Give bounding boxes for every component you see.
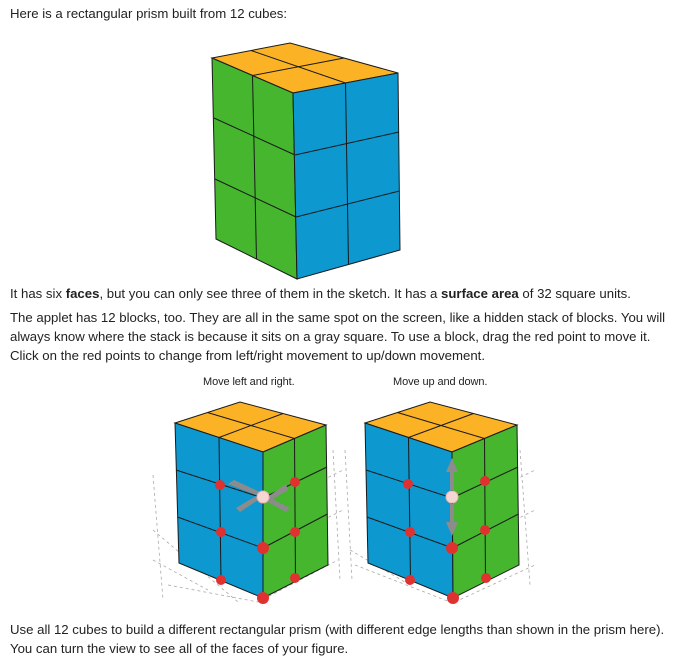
faces-text-1: It has six	[10, 286, 66, 301]
applet-paragraph: The applet has 12 blocks, too. They are all in the same spot on the screen, like a hidden stack of blocks. You will always know where the stack is because it sits on a gray square. To use a block, drag the red point to move it. Click on the red points to change from left/right movement to up/down movement.	[10, 310, 666, 363]
final-paragraph: Use all 12 cubes to build a different rectangular prism (with different edge lengths than shown in the prism here). You can turn the view to see all of the faces of your figure.	[10, 622, 665, 656]
prism-blue-face	[293, 73, 400, 279]
active-drag-handle-right	[446, 491, 458, 503]
faces-text-2: , but you can only see three of them in the sketch. It has a	[99, 286, 442, 301]
caption-left-right: Move left and right.	[203, 376, 295, 388]
applet-left-right-figure	[148, 390, 348, 610]
prism-figure	[205, 43, 405, 283]
surface-area-term: surface area	[441, 286, 519, 301]
caption-up-down: Move up and down.	[393, 376, 488, 388]
faces-term: faces	[65, 286, 100, 301]
applet-up-down-figure	[340, 390, 540, 610]
faces-text-3: of 32 square units.	[518, 286, 631, 301]
intro-text: Here is a rectangular prism built from 12 cubes:	[10, 6, 288, 21]
faces-paragraph	[10, 284, 674, 303]
active-drag-handle	[257, 491, 269, 503]
